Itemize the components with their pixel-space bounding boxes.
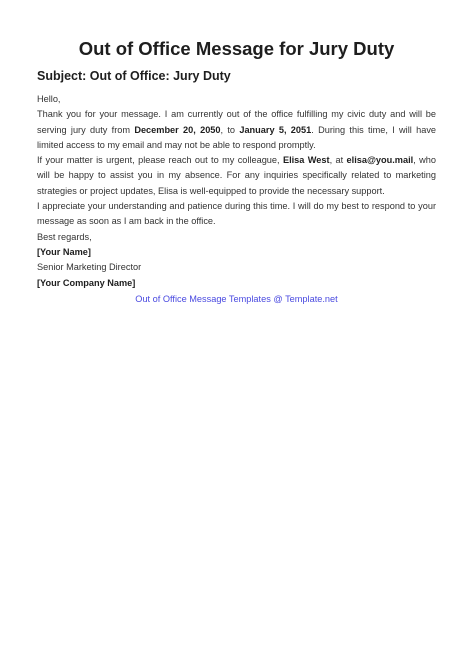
colleague-name: Elisa West <box>282 155 330 166</box>
colleague-email: elisa@you.mail <box>346 155 414 166</box>
email-subject: Subject: Out of Office: Jury Duty <box>37 69 231 83</box>
paragraph-text: , to <box>220 124 240 135</box>
footer-separator: @ <box>273 293 283 304</box>
message-body <box>37 92 436 291</box>
document-title: Out of Office Message for Jury Duty <box>78 38 395 59</box>
signature-name <box>37 245 436 260</box>
paragraph-appreciation: I appreciate your understanding and patience during this time. I will do my best to respond to your message as soon as I am back in the office. <box>37 201 436 227</box>
paragraph-text: , at <box>329 155 347 166</box>
site-link[interactable]: Template.net <box>285 293 338 304</box>
paragraph-text: If your matter is urgent, please reach out to my colleague, <box>37 155 283 166</box>
end-date: January 5, 2051 <box>239 124 312 135</box>
footer-credit <box>37 292 436 307</box>
start-date: December 20, 2050 <box>134 124 221 135</box>
signature-company <box>37 276 436 291</box>
paragraph-availability <box>37 107 436 153</box>
greeting: Hello, <box>37 94 61 104</box>
paragraph-text: Thank you for your message. I am currently out of the office fulfilling my civic duty and will be serving jury duty from <box>37 109 436 135</box>
paragraph-text: . During this time, I will have limited access to my email and may not be able to respond promptly. <box>37 124 437 150</box>
templates-link[interactable]: Out of Office Message Templates <box>135 293 271 304</box>
signature-name-text: [Your Name] <box>37 246 91 257</box>
signature-role: Senior Marketing Director <box>37 262 142 273</box>
paragraph-contact <box>37 153 436 199</box>
signature-company-text: [Your Company Name] <box>37 277 136 288</box>
paragraph-text: , who will be happy to assist you in my absence. For any inquiries specifically related to marketing strategies or project updates, Elisa is well-equipped to provide the necessary support. <box>37 155 436 196</box>
closing: Best regards, <box>37 231 92 242</box>
